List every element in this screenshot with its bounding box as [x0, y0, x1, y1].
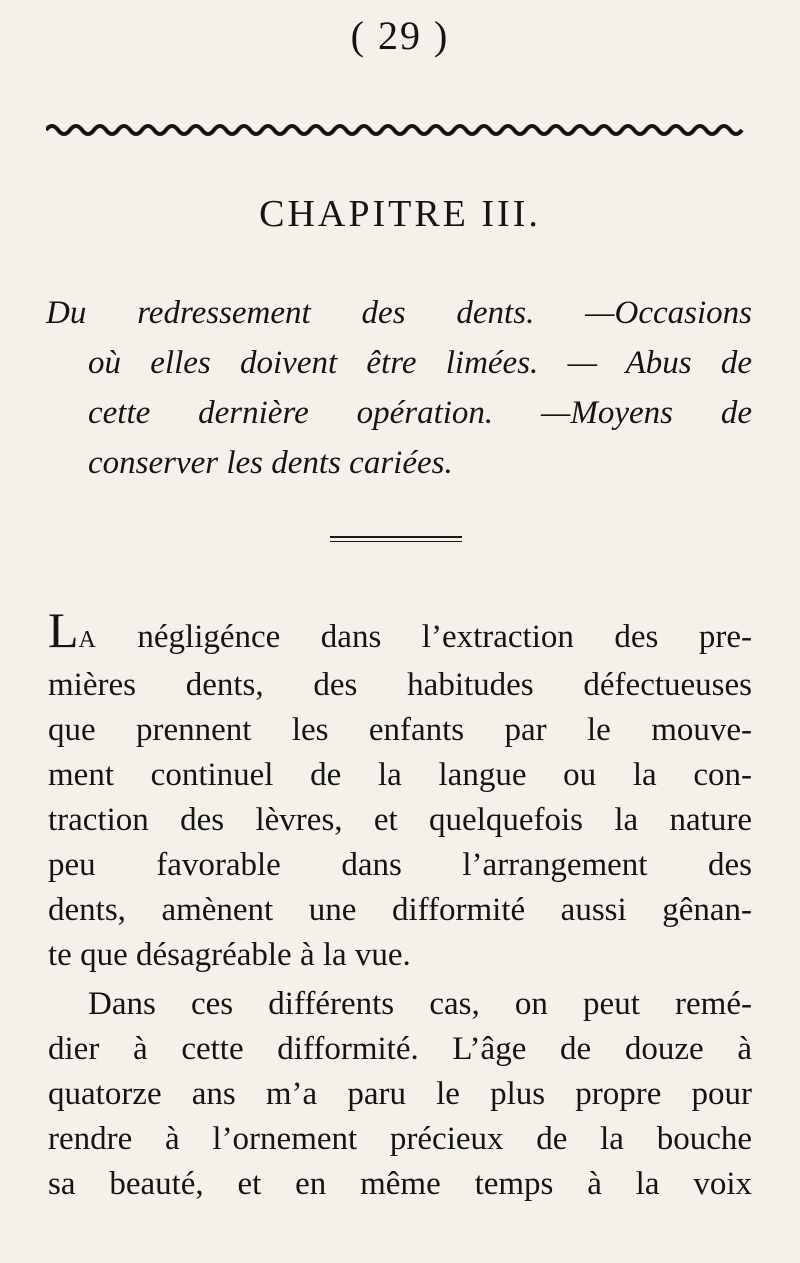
summary-line: conserver les dents cariées. [88, 445, 453, 481]
paragraph-line: peu favorable dans l’arrangement des [48, 847, 752, 883]
paragraph-line: mières dents, des habitudes défectueuses [48, 667, 752, 703]
page-number: ( 29 ) [350, 13, 450, 58]
paragraph-line: rendre à l’ornement précieux de la bouche [48, 1121, 752, 1157]
paragraph-line: sa beauté, et en même temps à la voix [48, 1166, 752, 1202]
chapter-summary [46, 288, 752, 488]
body-text [48, 602, 752, 1207]
first-line-text: négligénce dans l’extraction des pre- [96, 619, 752, 655]
paragraph-line: traction des lèvres, et quelquefois la nature [48, 802, 752, 838]
summary-line: Du redressement des dents. —Occasions [46, 295, 752, 331]
ornamental-wave-rule [46, 118, 746, 142]
chapter-title: CHAPITRE III. [259, 193, 541, 235]
paragraph-line: dier à cette difformité. L’âge de douze à [48, 1031, 752, 1067]
paragraph-line: quatorze ans m’a paru le plus propre pour [48, 1076, 752, 1112]
paragraph-line: ment continuel de la langue ou la con- [48, 757, 752, 793]
summary-line: cette dernière opération. —Moyens de [88, 395, 752, 431]
small-caps: A [78, 627, 97, 653]
paragraph-line: que prennent les enfants par le mouve- [48, 712, 752, 748]
paragraph-line [48, 602, 752, 663]
paragraph-line: dents, amènent une difformité aussi gênan- [48, 892, 752, 928]
section-divider [330, 536, 462, 546]
summary-line: où elles doivent être limées. — Abus de [88, 345, 752, 381]
paragraph-line: te que désagréable à la vue. [48, 937, 411, 973]
drop-cap: L [48, 602, 79, 658]
paragraph-line: Dans ces différents cas, on peut remé- [88, 986, 752, 1022]
